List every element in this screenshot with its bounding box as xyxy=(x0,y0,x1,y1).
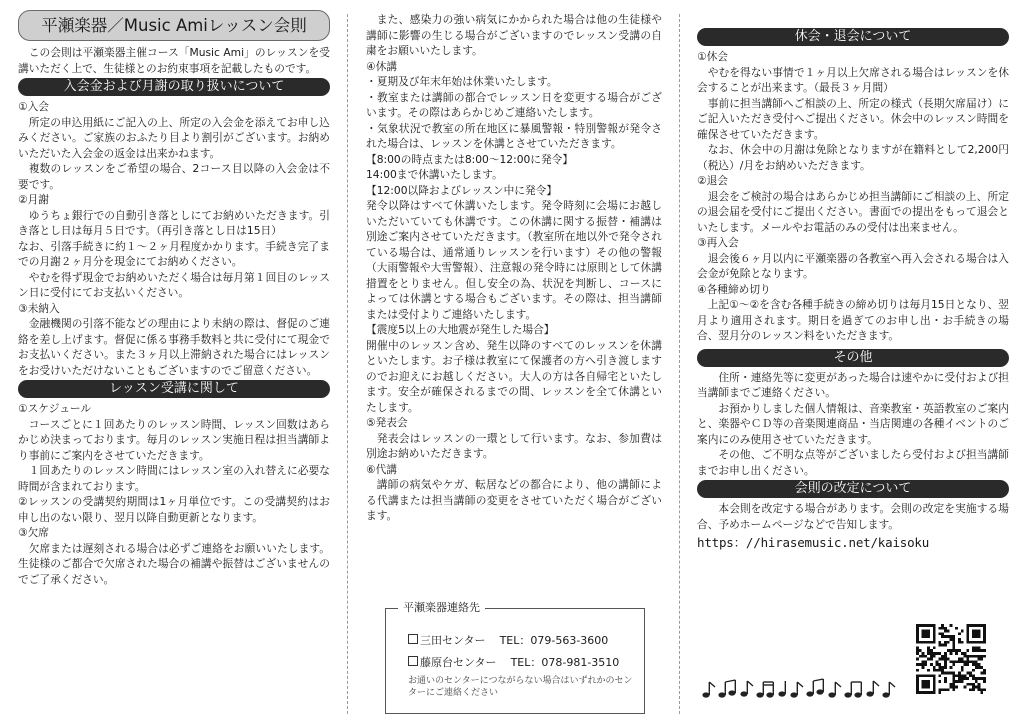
music-notes-icon xyxy=(700,678,900,700)
paragraph: 本会則を改定する場合があります。会則の改定を実施する場合、予めホームページなどで告知します。 xyxy=(697,502,1009,531)
center-name: 藤原台センター xyxy=(420,656,497,669)
paragraph: 金融機関の引落不能などの理由により未納の際は、督促のご連絡を差し上げます。督促に係る事務手数料と共に受付にて現金でお支払いください。また３ヶ月以上滞納された場合にはレッスンをお受けいただけないこともございますのでご留意ください。 xyxy=(18,317,330,377)
paragraph: 発表会はレッスンの一環として行います。なお、参加費は別途お納めいただきます。 xyxy=(366,431,662,460)
bullet: ・夏期及び年末年始は休業いたします。 xyxy=(366,75,558,88)
paragraph: １回あたりのレッスン時間にはレッスン室の入れ替えに必要な時間が含まれております。 xyxy=(18,464,330,493)
paragraph: やむを得ない事情で１ヶ月以上欠席される場合はレッスンを休会することが出来ます。（最長３ヶ月間） xyxy=(697,65,1009,94)
sub-heading: 【12:00以降およびレッスン中に発令】 xyxy=(366,183,558,197)
paragraph: 退会をご検討の場合はあらかじめ担当講師にご相談の上、所定の退会届を受付にご提出ください。書面での提出をもって退会といたします。メールやお電話のみの受付は出来ません。 xyxy=(697,189,1009,234)
paragraph: 講師の病気やケガ、転居などの都合により、他の講師による代講または担当講師の変更をさせていただく場合がございます。 xyxy=(366,478,662,522)
paragraph: 上記①～②を含む各種手続きの締め切りは毎月15日となり、翌月より適用されます。期日を過ぎてのお申し出・お手続きの場合、翌月分のレッスン料をいただきます。 xyxy=(697,298,1009,342)
column-3 xyxy=(697,26,1009,551)
sub-heading: 【震度5以上の大地震が発生した場合】 xyxy=(366,323,555,336)
qr-code-icon[interactable] xyxy=(916,624,986,694)
sub-heading: 【8:00の時点または8:00～12:00に発令】 xyxy=(366,152,574,166)
paragraph: 14:00まで休講いたします。 xyxy=(366,168,503,181)
contact-title: 平瀬楽器連絡先 xyxy=(398,600,485,616)
contact-row-fujiwaradai xyxy=(408,655,619,671)
paragraph: 事前に担当講師へご相談の上、所定の様式（長期欠席届け）にご記入いただき受付へご提出ください。休会中のレッスン時間を確保させていただきます。 xyxy=(697,96,1009,141)
paragraph: 開催中のレッスン含め、発生以降のすべてのレッスンを休講といたします。お子様は教室にて保護者の方へ引き渡しますのでお迎えにお越しください。大人の方は各自帰宅といたします。安全が確保されるまでの間、レッスンを全て休講といたします。 xyxy=(366,338,662,414)
intro-text: この会則は平瀬楽器主催コース「Music Ami」のレッスンを受講いただく上で、生徒様とのお約束事項を記載したものです。 xyxy=(18,46,330,75)
document-title: 平瀬楽器／Music Amiレッスン会則 xyxy=(18,10,330,41)
column-1 xyxy=(18,10,330,587)
center-name: 三田センター xyxy=(420,634,486,647)
paragraph: ゆうちょ銀行での自動引き落としにてお納めいただきます。引き落とし日は毎月５日です。（再引き落とし日は15日） xyxy=(18,208,330,237)
paragraph: ②レッスンの受講契約期間は1ヶ月単位です。この受講契約はお申し出のない限り、翌月以降自動更新となります。 xyxy=(18,495,330,524)
fold-line xyxy=(679,14,680,714)
section-heading: 休会・退会について xyxy=(697,28,1009,46)
phone-number[interactable]: TEL：078-981-3510 xyxy=(510,656,620,669)
bullet: ・気象状況で教室の所在地区に暴風警報・特別警報が発令された場合は、レッスンを休講とさせていただきます。 xyxy=(366,121,662,150)
paragraph: 住所・連絡先等に変更があった場合は速やかに受付および担当講師までご連絡ください。 xyxy=(697,370,1009,399)
section-heading: 入会金および月謝の取り扱いについて xyxy=(18,78,330,96)
item-heading: ①休会 xyxy=(697,50,728,63)
item-heading: ③未納入 xyxy=(18,301,60,315)
paragraph: 発令以降はすべて休講いたします。発令時刻に会場にお越しいただいていても休講です。この休講に関する振替・補講は別途ご案内させていただきます。（教室所在地以外で発令されている場合は、通常通りレッスンを行います）その他の警報（大雨警報や大雪警報）、注意報の発令時には原則として休講措置をとりません。但し安全の為、状況を判断し、コースによっては休講とする場合もございます。その際は、担当講師または受付よりご連絡いたします。 xyxy=(366,199,662,321)
section-heading: 会則の改定について xyxy=(697,480,1009,498)
item-heading: ⑤発表会 xyxy=(366,416,408,429)
paragraph: また、感染力の強い病気にかかられた場合は他の生徒様や講師に影響の生じる場合がございますのでレッスン受講の自粛をお願いいたします。 xyxy=(366,13,662,57)
paragraph: やむを得ず現金でお納めいただく場合は毎月第１回目のレッスン日に受付にてお支払いください。 xyxy=(18,270,330,299)
fold-line xyxy=(347,14,348,714)
paragraph: 複数のレッスンをご希望の場合、2コース目以降の入会金は不要です。 xyxy=(18,162,330,191)
paragraph: 退会後６ヶ月以内に平瀬楽器の各教室へ再入会される場合は入会金が免除となります。 xyxy=(697,251,1009,280)
item-heading: ①入会 xyxy=(18,100,49,113)
item-heading: ④休講 xyxy=(366,59,397,73)
phone-number[interactable]: TEL：079-563-3600 xyxy=(499,634,609,647)
paragraph: コースごとに１回あたりのレッスン時間、レッスン回数はあらかじめ決まっております。毎月のレッスン実施日程は担当講師より事前にご案内をさせていただきます。 xyxy=(18,417,330,462)
section-heading: レッスン受講に関して xyxy=(18,380,330,398)
contact-row-sanda xyxy=(408,633,608,649)
item-heading: ②月謝 xyxy=(18,193,49,206)
item-heading: ③欠席 xyxy=(18,526,49,539)
item-heading: ③再入会 xyxy=(697,236,739,249)
website-link[interactable]: https：//hirasemusic.net/kaisoku xyxy=(697,535,930,550)
item-heading: ①スケジュール xyxy=(18,402,92,415)
checkbox-icon xyxy=(408,634,418,644)
item-heading: ⑥代講 xyxy=(366,462,397,476)
column-2 xyxy=(366,12,662,698)
section-heading: その他 xyxy=(697,349,1009,367)
checkbox-icon xyxy=(408,656,418,666)
paragraph: なお、引落手続きに約１～２ヶ月程度かかります。手続き完了までの月謝２ヶ月分を現金にてお納めください。 xyxy=(18,239,330,268)
paragraph: その他、ご不明な点等がございましたら受付および担当講師までお申し出ください。 xyxy=(697,448,1009,477)
paragraph: 欠席または遅刻される場合は必ずご連絡をお願いいたします。生徒様のご都合で欠席された場合の補講や振替はございませんのでご了承ください。 xyxy=(18,541,330,586)
item-heading: ②退会 xyxy=(697,174,728,187)
contact-box xyxy=(385,601,645,714)
paragraph: なお、休会中の月謝は免除となりますが在籍料として2,200円（税込）/月をお納めいただきます。 xyxy=(697,143,1009,172)
item-heading: ④各種締め切り xyxy=(697,282,771,296)
paragraph: 所定の申込用紙にご記入の上、所定の入会金を添えてお申し込みください。ご家族のおふたり目より割引がございます。お納めいただいた入会金の返金は出来かねます。 xyxy=(18,115,330,160)
contact-note: お通いのセンターにつながらない場合はいずれかのセンターにご連絡ください xyxy=(408,676,633,698)
bullet: ・教室または講師の都合でレッスン日を変更する場合がございます。その際はあらかじめご連絡いたします。 xyxy=(366,90,662,119)
paragraph: お預かりしました個人情報は、音楽教室・英語教室のご案内と、楽器やＣＤ等の音楽関連商品・当店関連の各種イベントのご案内にのみ使用させていただきます。 xyxy=(697,401,1009,446)
